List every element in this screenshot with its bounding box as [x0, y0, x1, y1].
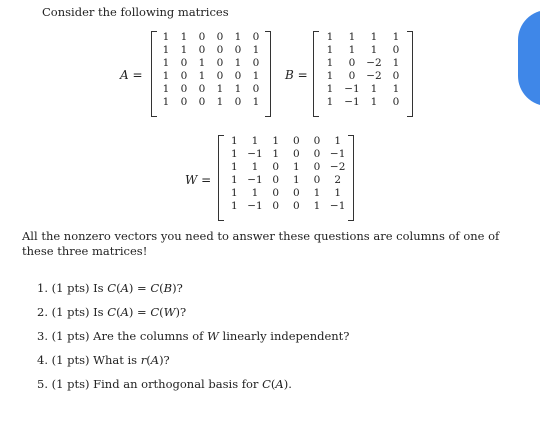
math-symbol: A — [120, 281, 129, 295]
question-text: ( — [159, 281, 164, 295]
question-item — [37, 303, 349, 327]
math-symbol: C — [262, 377, 271, 391]
matrix-entry: 1 — [370, 96, 378, 108]
question-text: ( — [159, 305, 164, 319]
matrix-entry: 0 — [180, 57, 188, 69]
matrix-entry: 1 — [216, 96, 224, 108]
question-text: ( — [146, 353, 151, 367]
matrix-entry: 0 — [252, 57, 260, 69]
matrix-entry: 1 — [162, 57, 170, 69]
question-item — [37, 279, 349, 303]
question-points: (1 pts) — [51, 305, 94, 319]
math-symbol: C — [107, 305, 117, 319]
question-text: Is — [93, 305, 108, 319]
matrix-entry: 1 — [370, 31, 378, 43]
matrix-entry: 1 — [162, 31, 170, 43]
matrix-entry: 1 — [251, 187, 259, 199]
question-points: (1 pts) — [51, 353, 94, 367]
matrix-entry: 0 — [180, 83, 188, 95]
question-number: 5. — [37, 377, 52, 391]
matrix-entry: 2 — [334, 174, 341, 186]
matrix-entry: 1 — [252, 70, 260, 82]
matrix-entry: 0 — [392, 96, 400, 108]
matrix-entry: 1 — [313, 200, 321, 212]
matrix-entry: 1 — [198, 70, 206, 82]
question-text: )? — [175, 305, 187, 319]
matrix-b — [313, 31, 413, 117]
matrix-entry: 1 — [292, 174, 300, 186]
question-text: )? — [172, 281, 183, 295]
matrix-a-entries — [157, 31, 265, 109]
math-symbol: C — [107, 281, 117, 295]
matrix-entry: 1 — [370, 44, 378, 56]
matrix-entry: 1 — [392, 57, 400, 69]
matrix-entry: 0 — [252, 83, 260, 95]
matrix-entry: 0 — [313, 174, 321, 186]
matrix-entry: 1 — [162, 96, 170, 108]
right-bracket — [265, 31, 271, 117]
matrix-entry: 1 — [313, 187, 321, 199]
matrix-entry: 0 — [234, 70, 242, 82]
matrix-entry: 0 — [292, 148, 300, 160]
question-number: 3. — [37, 329, 52, 343]
matrix-entry: 0 — [348, 57, 356, 69]
matrix-entry: 0 — [234, 44, 242, 56]
question-number: 1. — [37, 281, 52, 295]
matrix-entry: 1 — [348, 44, 356, 56]
question-text: Is — [93, 281, 108, 295]
matrix-entry: 0 — [198, 96, 206, 108]
matrix-entry: 0 — [348, 70, 356, 82]
matrix-entry: 1 — [326, 57, 334, 69]
matrix-entry: 0 — [252, 31, 260, 43]
matrix-entry: 0 — [313, 135, 321, 147]
matrix-entry: −1 — [329, 200, 346, 212]
matrix-entry: 1 — [272, 148, 279, 160]
matrix-entry: −1 — [344, 83, 360, 95]
matrix-entry: 0 — [180, 70, 188, 82]
matrix-entry: 1 — [326, 70, 334, 82]
matrix-entry: 0 — [313, 148, 321, 160]
matrix-entry: 0 — [216, 31, 224, 43]
matrix-entry: 1 — [370, 83, 378, 95]
math-symbol: C — [150, 281, 160, 295]
matrix-w — [218, 135, 354, 221]
question-points: (1 pts) — [51, 281, 94, 295]
matrix-entry: 1 — [162, 83, 170, 95]
matrix-entry: 1 — [162, 70, 170, 82]
matrix-entry: 0 — [198, 83, 206, 95]
matrix-entry: 0 — [292, 200, 300, 212]
matrix-entry: 0 — [198, 44, 206, 56]
matrix-w-entries — [224, 135, 348, 213]
matrix-entry: 1 — [230, 161, 238, 173]
matrix-entry: 0 — [313, 161, 321, 173]
matrix-entry: 1 — [326, 83, 334, 95]
math-symbol: W — [163, 305, 176, 319]
right-bracket — [407, 31, 413, 117]
matrix-entry: 0 — [392, 44, 400, 56]
matrix-entry: 0 — [216, 70, 224, 82]
matrix-entry: 1 — [252, 44, 260, 56]
matrix-a-label: A = — [120, 68, 143, 82]
question-text: )? — [159, 353, 170, 367]
matrix-entry: 1 — [251, 161, 259, 173]
matrix-entry: 1 — [292, 161, 300, 173]
matrix-entry: −1 — [329, 148, 346, 160]
math-symbol: A — [120, 305, 129, 319]
question-points: (1 pts) — [51, 377, 94, 391]
matrix-entry: 1 — [230, 135, 238, 147]
matrix-entry: 1 — [348, 31, 356, 43]
math-symbol: A — [150, 353, 160, 367]
matrix-entry: −2 — [366, 70, 382, 82]
matrix-b-entries — [319, 31, 407, 109]
question-list — [37, 279, 349, 399]
math-symbol: r — [140, 353, 147, 367]
question-text: ) = — [128, 281, 151, 295]
question-text: ( — [270, 377, 276, 391]
question-text: ( — [116, 305, 121, 319]
matrix-entry: 1 — [234, 31, 242, 43]
matrix-entry: 1 — [326, 96, 334, 108]
question-item — [37, 351, 349, 375]
matrix-entry: 0 — [272, 174, 279, 186]
matrix-entry: 0 — [234, 96, 242, 108]
matrix-entry: 1 — [230, 200, 238, 212]
matrix-b-label: B = — [285, 68, 308, 82]
matrix-entry: 1 — [216, 83, 224, 95]
matrix-w-label: W = — [185, 173, 212, 187]
scroll-indicator[interactable] — [518, 10, 540, 106]
matrix-entry: 1 — [326, 44, 334, 56]
matrix-entry: −1 — [247, 148, 263, 160]
matrix-entry: 0 — [272, 161, 279, 173]
matrix-entry: −1 — [247, 200, 263, 212]
matrix-entry: −2 — [366, 57, 382, 69]
math-symbol: W — [207, 329, 219, 343]
question-text: ( — [116, 281, 121, 295]
math-symbol: C — [150, 305, 160, 319]
matrix-entry: 1 — [234, 57, 242, 69]
matrix-entry: 1 — [230, 187, 238, 199]
matrix-entry: 1 — [234, 83, 242, 95]
matrix-entry: −1 — [247, 174, 263, 186]
question-text: Are the columns of — [93, 329, 208, 343]
matrix-entry: 0 — [272, 187, 279, 199]
matrix-entry: −1 — [344, 96, 360, 108]
intro-text: Consider the following matrices — [42, 5, 229, 19]
matrix-entry: 0 — [392, 70, 400, 82]
question-number: 2. — [37, 305, 52, 319]
matrix-entry: 0 — [292, 135, 300, 147]
matrix-entry: 0 — [272, 200, 279, 212]
matrix-entry: 1 — [326, 31, 334, 43]
note-text: All the nonzero vectors you need to answer these questions are columns of one of these three matrices! — [22, 229, 500, 258]
matrix-entry: 1 — [334, 187, 341, 199]
matrix-entry: 1 — [334, 135, 341, 147]
matrix-entry: 1 — [252, 96, 260, 108]
question-text: linearly independent? — [218, 329, 350, 343]
matrix-entry: 1 — [251, 135, 259, 147]
matrix-entry: 0 — [216, 44, 224, 56]
question-item — [37, 375, 349, 399]
question-number: 4. — [37, 353, 52, 367]
matrix-entry: 0 — [216, 57, 224, 69]
math-symbol: A — [275, 377, 284, 391]
matrix-entry: 1 — [392, 83, 400, 95]
question-text: Find an orthogonal basis for — [93, 377, 263, 391]
question-points: (1 pts) — [51, 329, 94, 343]
matrix-entry: 1 — [272, 135, 279, 147]
matrix-entry: 0 — [198, 31, 206, 43]
question-text: What is — [93, 353, 141, 367]
matrix-entry: 1 — [198, 57, 206, 69]
matrix-entry: 1 — [162, 44, 170, 56]
matrix-entry: 0 — [180, 96, 188, 108]
matrix-entry: 1 — [180, 31, 188, 43]
matrix-entry: 1 — [180, 44, 188, 56]
question-text: ). — [283, 377, 292, 391]
question-item — [37, 327, 349, 351]
matrix-entry: 1 — [230, 148, 238, 160]
matrix-entry: 1 — [392, 31, 400, 43]
math-symbol: B — [163, 281, 173, 295]
matrix-entry: −2 — [329, 161, 346, 173]
right-bracket — [348, 135, 354, 221]
matrix-a — [151, 31, 271, 117]
matrix-entry: 1 — [230, 174, 238, 186]
question-text: ) = — [128, 305, 151, 319]
matrix-entry: 0 — [292, 187, 300, 199]
